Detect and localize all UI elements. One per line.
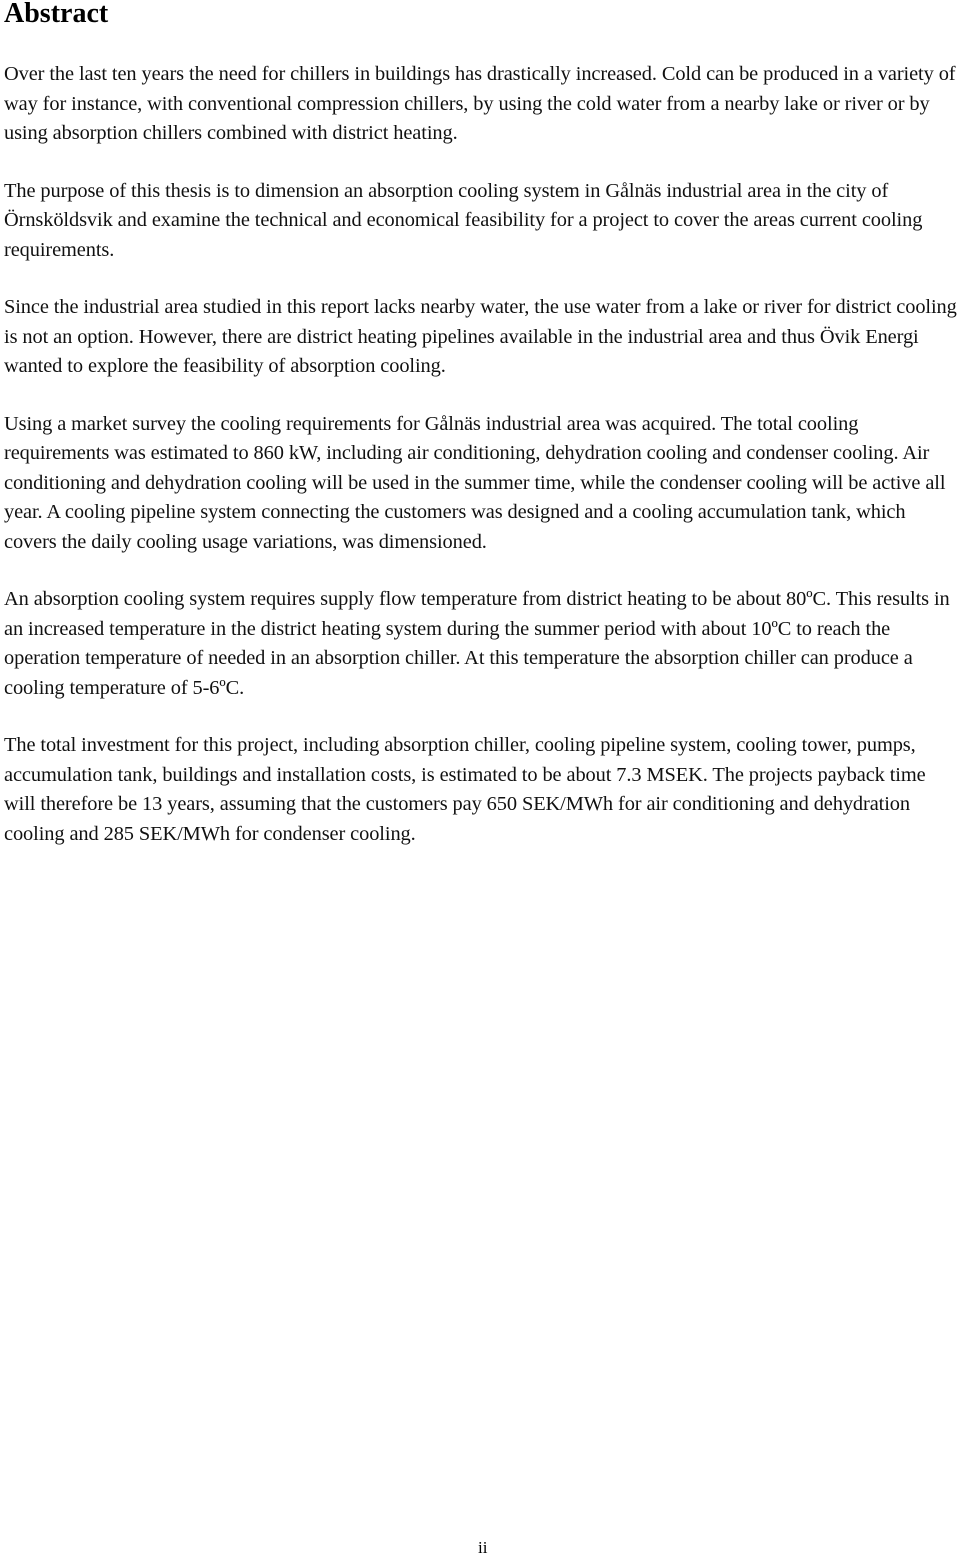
abstract-paragraph-3: Since the industrial area studied in this report lacks nearby water, the use water from a lake or river for district cooling is not an option. However, there are district heating pipelines available in the industrial area and thus Övik Energi wanted to explore the feasibility of absorption cooling.: [4, 296, 957, 377]
section-heading: Abstract: [4, 0, 109, 29]
abstract-paragraph-4: Using a market survey the cooling requirements for Gålnäs industrial area was acquired. The total cooling requirements was estimated to 860 kW, including air conditioning, dehydration cooling and condenser cooling. Air conditioning and dehydration cooling will be used in the summer time, while the condenser cooling will be active all year. A cooling pipeline system connecting the customers was designed and a cooling accumulation tank, which covers the daily cooling usage variations, was dimensioned.: [4, 412, 946, 553]
abstract-paragraph-6: The total investment for this project, including absorption chiller, cooling pipeline system, cooling tower, pumps, accumulation tank, buildings and installation costs, is estimated to be about 7.3 MSEK. The projects payback time will therefore be 13 years, assuming that the customers pay 650 SEK/MWh for air conditioning and dehydration cooling and 285 SEK/MWh for condenser cooling.: [4, 734, 926, 845]
abstract-paragraph-2: The purpose of this thesis is to dimension an absorption cooling system in Gålnäs industrial area in the city of Örnsköldsvik and examine the technical and economical feasibility for a project to cover the areas current cooling requirements.: [4, 179, 923, 261]
page-number: ii: [478, 1538, 488, 1557]
abstract-paragraph-1: Over the last ten years the need for chillers in buildings has drastically increased. Cold can be produced in a variety of way for instance, with conventional compression chillers, by using the cold water from a nearby lake or river or by using absorption chillers combined with district heating.: [4, 63, 956, 144]
abstract-body: [4, 60, 958, 877]
abstract-paragraph-5: An absorption cooling system requires supply flow temperature from district heating to be about 80ºC. This results in an increased temperature in the district heating system during the summer period with about 10ºC to reach the operation temperature of needed in an absorption chiller. At this temperature the absorption chiller can produce a cooling temperature of 5-6ºC.: [4, 588, 950, 699]
